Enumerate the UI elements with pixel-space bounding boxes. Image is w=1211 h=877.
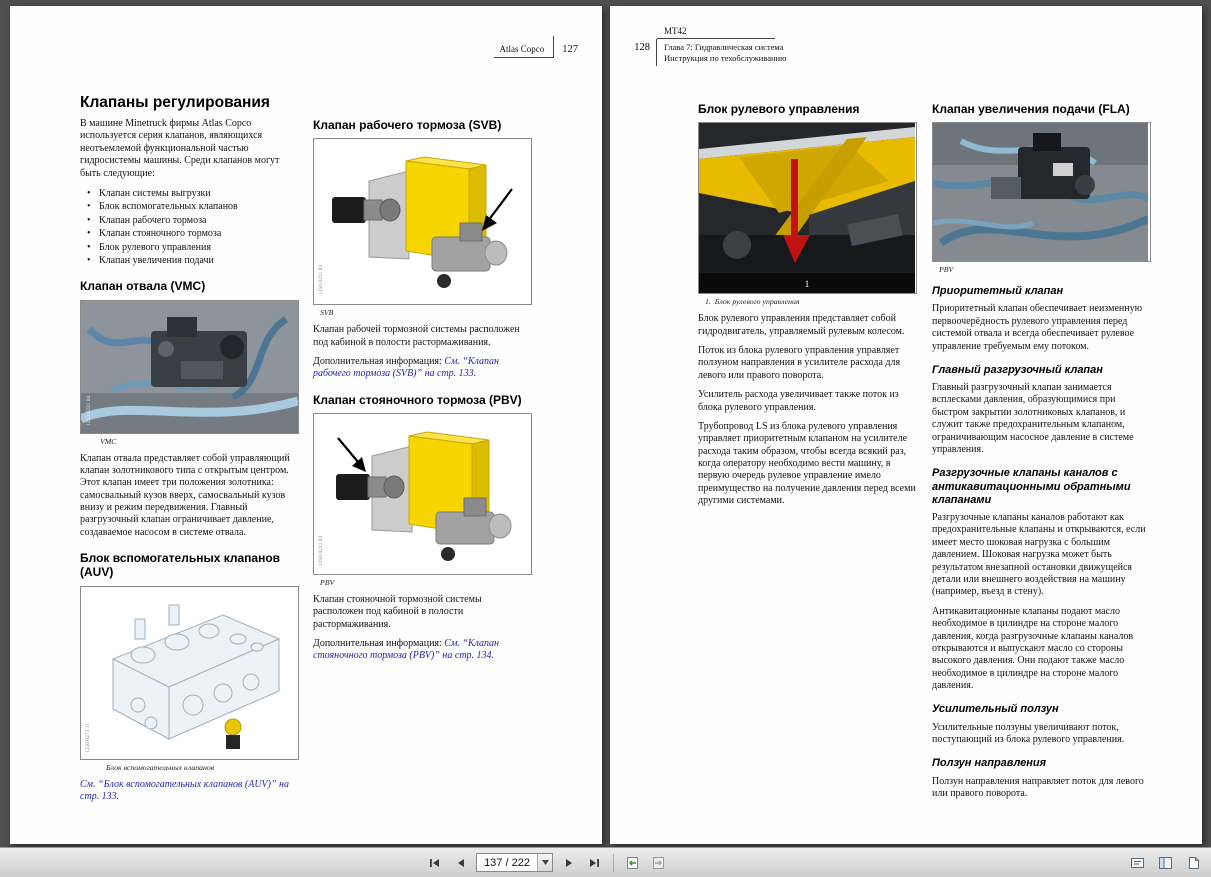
pages-panel-button[interactable] [1183, 852, 1204, 873]
svb-caption: SVB [320, 308, 334, 318]
page-number-input[interactable] [477, 854, 537, 871]
previous-page-button[interactable] [450, 852, 471, 873]
section-heading-pbv: Клапан стояночного тормоза (PBV) [313, 392, 522, 407]
intro-paragraph: В машине Minetruck фирмы Atlas Copco используется серия клапанов, являющихся неотъемлемой функциональной частью гидросистемы машины. Среди клапанов могут быть следующие: [80, 118, 280, 179]
page-title: Клапаны регулирования [80, 94, 270, 111]
header-page-number: 127 [562, 44, 578, 55]
subsection-paragraph: Приоритетный клапан обеспечивает неизменную первоочерёдность рулевого управления перед системой отвала и всегда обеспечивает рулевое управление требуемым ему потоком. [932, 303, 1143, 352]
figure-code: 1250 0231 03 [318, 535, 324, 566]
info-label: Дополнительная информация: [313, 638, 442, 650]
first-page-button[interactable] [424, 852, 445, 873]
list-item: • Клапан системы выгрузки [84, 187, 299, 200]
vmc-paragraph: Клапан отвала представляет собой управляющий клапан золотникового типа с открытым центром. Этот клапан имеет три положения золотника: самосвальный кузов вверх, самосвальный кузов внизу и режим передвижения. Главный разгрузочный клапан ограничивает давление, создаваемое насосом в системе отвала. [80, 452, 290, 538]
list-item: • Клапан рабочего тормоза [84, 214, 299, 227]
header-page-number: 128 [634, 42, 650, 53]
vmc-caption: VMC [100, 436, 117, 446]
next-view-icon [651, 856, 666, 870]
header-chapter-block [657, 39, 786, 66]
steering-photo [699, 123, 915, 293]
section-heading-fla: Клапан увеличения подачи (FLA) [932, 102, 1130, 116]
chevron-down-icon [542, 860, 549, 865]
pbv-figure [313, 413, 532, 575]
auv-figure [80, 586, 299, 760]
section-heading-svb: Клапан рабочего тормоза (SVB) [313, 118, 502, 132]
previous-view-button[interactable] [622, 852, 643, 873]
first-page-icon [429, 858, 440, 868]
page-number-box [476, 853, 553, 872]
header-brand: Atlas Copco [494, 36, 554, 58]
pages-panel-icon [1187, 856, 1200, 870]
page-header-127 [494, 36, 581, 58]
valve-list [84, 187, 299, 267]
steering-paragraph: Усилитель расхода увеличивает также поток из блока рулевого управления. [698, 389, 899, 413]
viewer-bottom-toolbar [0, 847, 1211, 877]
previous-view-icon [625, 856, 640, 870]
subsection-paragraph: Главный разгрузочный клапан занимается всплесками давления, образующимися при быстром закрытии золотниковых клапанов, и служит также предохранительным клапаном, ограничивающим насосное давление в системе управления. [932, 382, 1134, 456]
next-page-icon [564, 858, 574, 868]
subsection-paragraph: Усилительные ползуны увеличивают поток, поступающий из блока рулевого управления. [932, 721, 1125, 746]
auv-caption: Блок вспомогательных клапанов [106, 762, 215, 772]
steering-paragraph: Блок рулевого управления представляет собой гидродвигатель, управляемый рулевым колесом. [698, 313, 905, 337]
pbv-info-line [313, 638, 532, 663]
list-item: • Блок рулевого управления [84, 241, 299, 254]
comments-panel-button[interactable] [1127, 852, 1148, 873]
subsection-heading: Главный разгрузочный клапан [932, 363, 1103, 376]
steering-figure [698, 122, 917, 294]
page-127 [10, 6, 602, 844]
column-right [313, 118, 532, 670]
header-chapter: Глава 7: Гидравлическая система [664, 42, 784, 52]
list-item: • Блок вспомогательных клапанов [84, 200, 299, 213]
figure-code: 1250 0231 03 [318, 264, 324, 296]
subsection-heading: Ползун направления [932, 757, 1047, 770]
column-left [698, 102, 917, 515]
subsection-heading: Приоритетный клапан [932, 285, 1064, 298]
last-page-icon [589, 858, 600, 868]
svb-cross-reference-link[interactable]: См. “Клапан рабочего тормоза (SVB)” на стр. 133. [313, 355, 499, 380]
auv-diagram [81, 587, 298, 759]
subsection-paragraph: Ползун направления направляет поток для левого или правого поворота. [932, 775, 1144, 800]
fla-photo [933, 123, 1148, 261]
subsection-heading: Усилительный ползун [932, 703, 1059, 716]
auv-cross-reference-link[interactable]: См. “Блок вспомогательных клапанов (AUV)” на стр. 133. [80, 778, 289, 802]
list-item: • Клапан стояночного тормоза [84, 227, 299, 240]
pbv-cross-reference-link[interactable]: См. “Клапан стояночного тормоза (PBV)” на стр. 134. [313, 638, 499, 662]
next-page-button[interactable] [558, 852, 579, 873]
subsection-heading: Разгрузочные клапаны каналов с антикавитационными обратными клапанами [932, 467, 1131, 506]
svb-paragraph: Клапан рабочей тормозной системы расположен под кабиной в полости растормаживания. [313, 324, 520, 348]
thumbnails-panel-button[interactable] [1155, 852, 1176, 873]
header-subtitle: Инструкция по техобслуживанию [664, 53, 787, 64]
header-model: MT42 [657, 26, 775, 39]
last-page-button[interactable] [584, 852, 605, 873]
previous-page-icon [456, 858, 466, 868]
steering-paragraph: Трубопровод LS из блока рулевого управления управляет приоритетным клапаном на усилителе расхода таким образом, чтобы всегда всякий раз, когда оператору необходимо вести машину, в первую очередь рулевое управление имело преимущество на получение давления перед всеми другими системами. [698, 420, 916, 507]
page-128 [610, 6, 1202, 844]
comments-panel-icon [1130, 856, 1145, 870]
pbv-paragraph: Клапан стояночной тормозной системы расположен под кабиной в полости растормаживания. [313, 593, 482, 630]
thumbnails-panel-icon [1158, 856, 1173, 870]
section-heading-steering: Блок рулевого управления [698, 102, 860, 116]
column-right [932, 102, 1151, 807]
section-heading-auv: Блок вспомогательных клапанов (AUV) [80, 551, 281, 580]
subsection-paragraph: Разгрузочные клапаны каналов работают как предохранительные клапаны и открываются, если имеет место шоковая нагрузка с большим давлением. Шоковая нагрузка может быть результатом внезапной остановки движущейся детали или внешнего воздействия на машину (например, въезд в стену). [932, 512, 1146, 598]
subsection-paragraph: Антикавитационные клапаны подают масло необходимое в цилиндре на стороне малого давления, когда разгрузочные клапаны каналов открываются и выпускают масло со стороны высокого давления. Они подают также масло необходимое в цилиндре на стороне малого давления. [932, 605, 1134, 692]
vmc-figure [80, 300, 299, 434]
svb-figure [313, 138, 532, 305]
next-view-button[interactable] [648, 852, 669, 873]
page-header-128 [628, 26, 786, 66]
section-heading-vmc: Клапан отвала (VMC) [80, 279, 206, 294]
steering-paragraph: Поток из блока рулевого управления управляет ползуном направления в усилителе расхода для левого или правого поворота. [698, 344, 901, 381]
info-label: Дополнительная информация: [313, 355, 442, 367]
steering-caption: 1. Блок рулевого управления [705, 297, 800, 307]
pbv-caption: PBV [320, 577, 335, 587]
svb-diagram [314, 139, 526, 304]
photo-marker: 1 [804, 279, 810, 290]
figure-code: 1250 0273 11 [85, 722, 91, 753]
list-item: • Клапан увеличения подачи [84, 254, 299, 267]
fla-caption: PBV [939, 265, 954, 275]
toolbar-separator [613, 854, 614, 872]
figure-code: 1250 0231 04 [86, 395, 92, 426]
pbv-diagram [314, 414, 526, 574]
column-left [80, 94, 299, 810]
page-number-dropdown[interactable] [537, 854, 552, 871]
vmc-photo [81, 301, 298, 433]
fla-figure [932, 122, 1151, 262]
svb-info-line [313, 356, 532, 381]
